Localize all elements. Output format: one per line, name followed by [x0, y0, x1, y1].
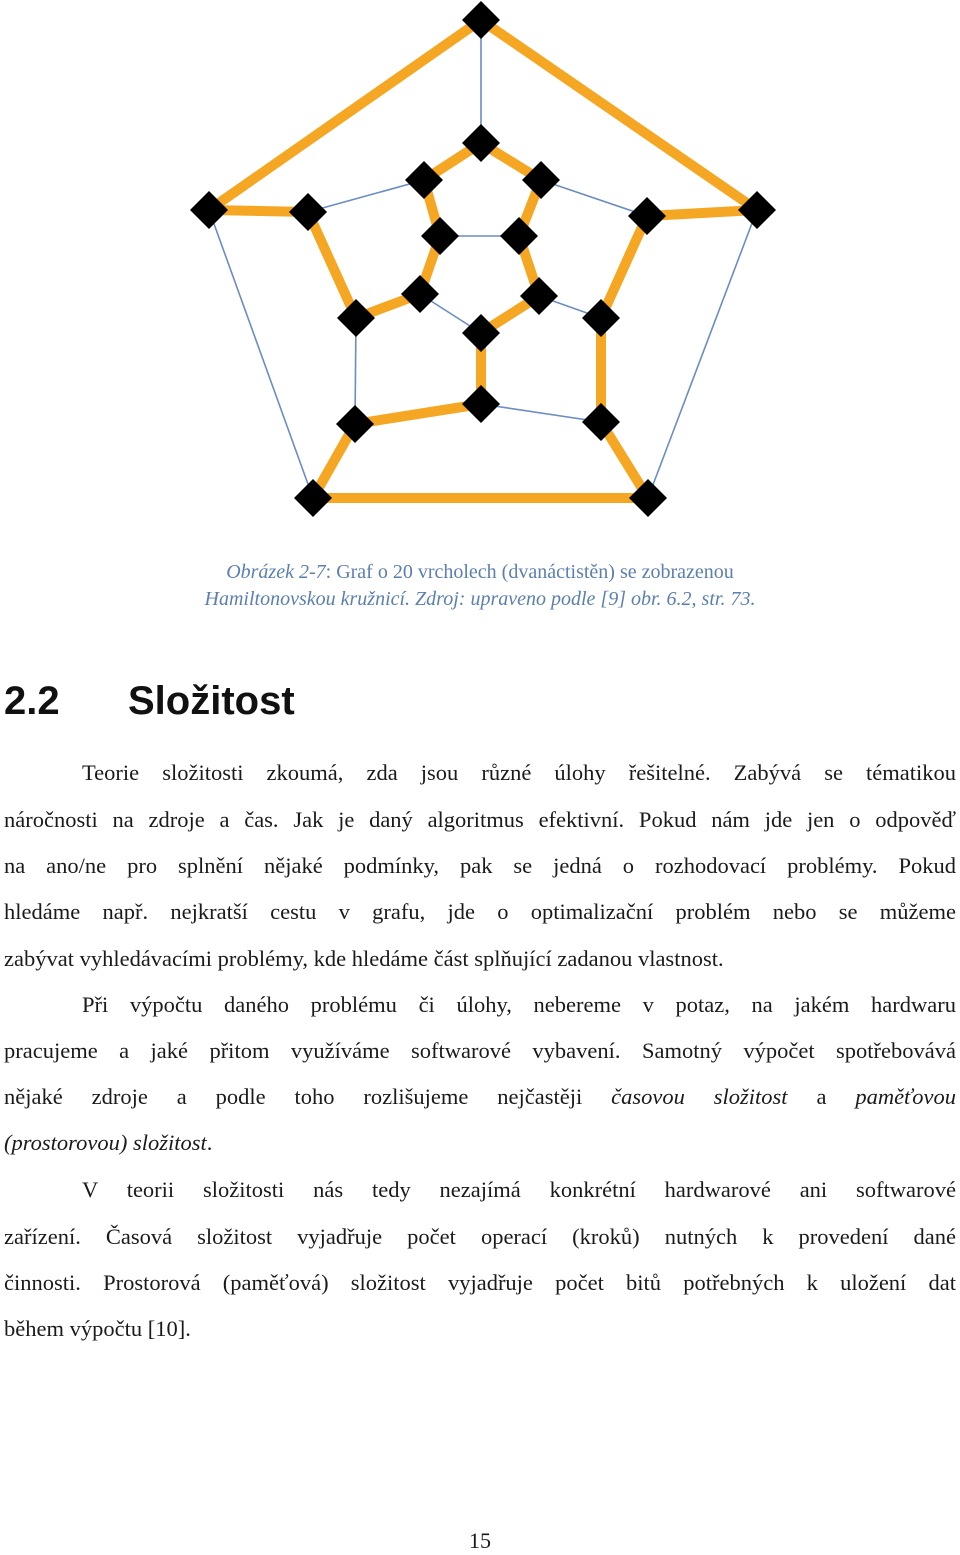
graph-vertex: [500, 217, 538, 255]
paragraph-2-line-3-text-a: nějaké zdroje a podle toho rozlišujeme nejčastěji: [4, 1084, 583, 1109]
paragraph-1-line-5: zabývat vyhledávacími problémy, kde hledáme část splňující zadanou vlastnost.: [4, 946, 724, 971]
paragraph-3-line-1: V teorii složitosti nás tedy nezajímá konkrétní hardwarové ani softwarové: [82, 1177, 956, 1202]
graph-vertex: [628, 197, 666, 235]
figure-caption-line-2: Hamiltonovskou kružnicí. Zdroj: upraveno podle [9] obr. 6.2, str. 73.: [204, 588, 756, 610]
hamiltonian-edge: [308, 212, 356, 318]
section-title: Složitost: [128, 679, 295, 723]
paragraph-1-line-3: na ano/ne pro splnění nějaké podmínky, pak se jedná o rozhodovací problémy. Pokud: [4, 853, 956, 878]
paragraph-2-line-1: Při výpočtu daného problému či úlohy, nebereme v potaz, na jakém hardwaru: [82, 992, 956, 1017]
graph-vertex: [401, 275, 439, 313]
graph-edge: [541, 180, 647, 216]
paragraph-2-line-4-end: .: [206, 1130, 213, 1155]
section-heading: [4, 676, 295, 726]
graph-vertices: [190, 1, 776, 517]
graph-edge: [481, 404, 601, 422]
paragraph-2-line-4: [4, 1128, 956, 1158]
paragraph-1-line-1: Teorie složitosti zkoumá, zda jsou různé úlohy řešitelné. Zabývá se tématikou: [82, 760, 956, 785]
hamiltonian-edge: [355, 404, 481, 424]
hamiltonian-edge: [481, 20, 757, 210]
paragraph-1-line-2: náročnosti na zdroje a čas. Jak je daný algoritmus efektivní. Pokud nám jde jen o odpověď: [4, 807, 956, 832]
paragraph-3-line-4: během výpočtu [10].: [4, 1316, 191, 1341]
figure-caption-line-1: [0, 559, 960, 586]
graph-vertex: [289, 193, 327, 231]
graph-vertex: [421, 217, 459, 255]
paragraph-3-line-3: činnosti. Prostorová (paměťová) složitost vyjadřuje počet bitů potřebných k uložení dat: [4, 1270, 956, 1295]
paragraph-2-line-3-text-b: a: [816, 1084, 827, 1109]
paragraph-2-line-3: [4, 1082, 956, 1112]
graph-vertex: [294, 479, 332, 517]
plain-edges: [209, 20, 757, 498]
graph-vertex: [336, 405, 374, 443]
figure-caption-label: Obrázek 2-7: [226, 561, 326, 583]
paragraph-1-line-4: hledáme např. nejkratší cestu v grafu, jde o optimalizační problém nebo se můžeme: [4, 899, 956, 924]
paragraph-3-line-2: zařízení. Časová složitost vyjadřuje počet operací (kroků) nutných k provedení dané: [4, 1224, 956, 1249]
figure-caption-text: : Graf o 20 vrcholech (dvanáctistěn) se zobrazenou: [325, 561, 734, 583]
graph-edge: [648, 210, 757, 498]
page-number: 15: [469, 1528, 491, 1553]
graph-vertex: [462, 385, 500, 423]
graph-edge: [209, 210, 313, 498]
section-number: 2.2: [4, 679, 60, 723]
term-memory-complexity-part1: paměťovou: [855, 1084, 957, 1109]
term-time-complexity: časovou složitost: [611, 1084, 788, 1109]
graph-vertex: [337, 299, 375, 337]
paragraph-2-line-2: pracujeme a jaké přitom využíváme softwarové vybavení. Samotný výpočet spotřebovává: [4, 1038, 956, 1063]
term-memory-complexity-part2: (prostorovou) složitost: [4, 1130, 207, 1155]
graph-vertex: [582, 299, 620, 337]
graph-edge: [308, 180, 424, 212]
dodecahedron-graph-figure: [0, 0, 960, 540]
hamiltonian-edge: [601, 216, 647, 318]
